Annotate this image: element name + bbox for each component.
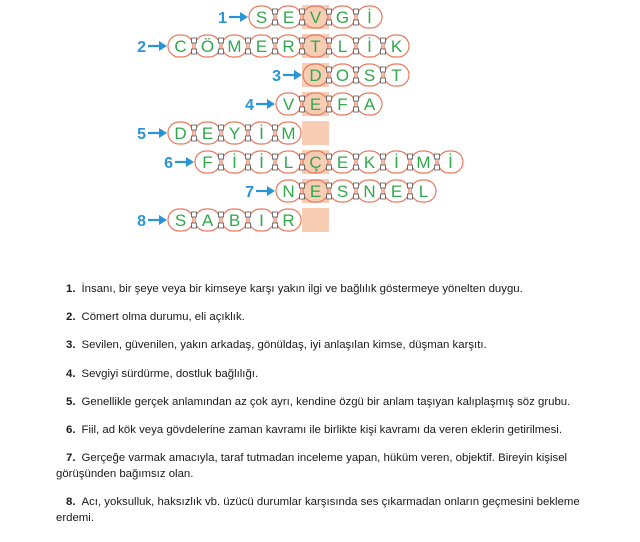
connector [273,125,278,130]
connector [381,154,386,159]
connector [408,194,413,199]
connector [435,154,440,159]
connector [327,78,332,83]
row-number: 6 [164,155,173,172]
clue-1: 1. İnsanı, bir şeye veya bir kimseye karşı yakın ilgi ve bağlılık göstermeye yönelten duygu. [66,283,523,295]
connector [300,154,305,159]
clue-list [56,281,604,539]
cell-letter: İ [367,37,372,56]
cell-letter: N [363,182,376,201]
cell-letter: Y [228,124,241,143]
connector [273,154,278,159]
puzzle-row-2 [137,34,409,58]
right-arrow-icon [148,41,167,51]
connector [219,212,224,217]
right-arrow-icon [148,128,167,138]
connector [246,136,251,141]
cell-letter: M [281,124,296,143]
cell-letter: İ [448,153,453,172]
connector [219,125,224,130]
right-arrow-icon [256,99,275,109]
row-number: 1 [218,10,227,27]
cell-letter: E [309,95,322,114]
connector [381,49,386,54]
connector [246,125,251,130]
connector [219,49,224,54]
connector [192,212,197,217]
row-number: 8 [137,213,146,230]
connector [354,9,359,14]
puzzle-row-1 [218,5,382,29]
cell-letter: E [201,124,214,143]
connector [273,136,278,141]
connector [300,183,305,188]
connector [192,125,197,130]
cell-letter: T [310,37,321,56]
cell-letter: Ö [200,37,215,56]
connector [219,223,224,228]
connector [354,49,359,54]
clue-8: 8. Acı, yoksulluk, haksızlık vb. üzücü durumlar karşısında ses çıkarmadan onların geçmesini bekleme erdemi. [56,496,580,525]
connector [300,165,305,170]
connector [327,9,332,14]
cell-letter: F [202,153,213,172]
crossword-puzzle [0,0,640,235]
connector [327,107,332,112]
cell-letter: A [201,211,214,230]
connector [327,38,332,43]
connector [381,183,386,188]
cell-letter: M [227,37,242,56]
connector [246,154,251,159]
cell-letter: D [309,66,322,85]
connector [354,78,359,83]
right-arrow-icon [229,12,248,22]
cell-letter: T [391,66,402,85]
connector [354,107,359,112]
connector [327,20,332,25]
connector [192,38,197,43]
cell-letter: İ [394,153,399,172]
connector [219,136,224,141]
connector [381,38,386,43]
connector [300,107,305,112]
cell-letter: E [255,37,268,56]
connector [327,165,332,170]
puzzle-row-6 [164,150,463,174]
cell-letter: Ç [309,153,322,172]
right-arrow-icon [175,157,194,167]
puzzle-row-8 [137,208,329,232]
cell-letter: E [390,182,403,201]
puzzle-row-5 [137,121,329,145]
puzzle-row-3 [272,63,409,87]
cell-letter: E [309,182,322,201]
cell-letter: G [335,8,350,27]
cell-letter: S [174,211,187,230]
cell-letter: F [337,95,348,114]
connector [273,9,278,14]
cell-letter: N [282,182,295,201]
cell-letter: K [390,37,403,56]
cell-letter: L [418,182,429,201]
key-cell-highlight [302,208,329,232]
cell-letter: İ [232,153,237,172]
connector [192,136,197,141]
connector [300,38,305,43]
connector [381,194,386,199]
cell-letter: D [174,124,187,143]
connector [246,212,251,217]
cell-letter: İ [259,124,264,143]
cell-letter: İ [259,153,264,172]
cell-letter: M [416,153,431,172]
cell-letter: K [363,153,376,172]
connector [273,223,278,228]
connector [300,194,305,199]
connector [246,223,251,228]
connector [354,183,359,188]
cell-letter: B [228,211,241,230]
right-arrow-icon [256,186,275,196]
clue-7: 7. Gerçeğe varmak amacıyla, taraf tutmadan inceleme yapan, hüküm veren, objektif. Bireyin kişisel görüşünden bağımsız olan. [56,452,568,481]
connector [435,165,440,170]
row-number: 3 [272,68,281,85]
connector [300,96,305,101]
connector [354,154,359,159]
connector [354,20,359,25]
connector [219,165,224,170]
connector [327,96,332,101]
connector [273,165,278,170]
puzzle-row-4 [245,92,382,116]
cell-letter: L [283,153,294,172]
connector [273,212,278,217]
connector [408,154,413,159]
row-number: 7 [245,184,254,201]
connector [327,183,332,188]
cell-letter: O [335,66,350,85]
cell-letter: C [174,37,187,56]
right-arrow-icon [283,70,302,80]
connector [192,49,197,54]
cell-letter: E [282,8,295,27]
right-arrow-icon [148,215,167,225]
connector [300,20,305,25]
key-cell-highlight [302,121,329,145]
cell-letter: A [363,95,376,114]
connector [327,154,332,159]
connector [273,49,278,54]
connector [327,194,332,199]
connector [273,20,278,25]
cell-letter: İ [367,8,372,27]
cell-letter: V [282,95,295,114]
connector [327,67,332,72]
connector [381,67,386,72]
cell-letter: S [255,8,268,27]
cell-letter: E [336,153,349,172]
connector [192,223,197,228]
connector [300,49,305,54]
clue-5: 5. Genellikle gerçek anlamından az çok ayrı, kendine özgü bir anlam taşıyan kalıplaşmış söz grubu. [66,395,571,408]
connector [408,183,413,188]
connector [354,165,359,170]
cell-letter: R [282,37,295,56]
connector [327,49,332,54]
connector [381,165,386,170]
connector [219,154,224,159]
connector [219,38,224,43]
connector [408,165,413,170]
clue-6: 6. Fiil, ad kök veya gövdelerine zaman kavramı ile birlikte kişi kavramı da veren eklerin getirilmesi. [66,423,562,436]
cell-letter: S [363,66,376,85]
row-number: 4 [245,97,254,114]
connector [354,38,359,43]
cell-letter: I [259,211,264,230]
connector [273,38,278,43]
clue-2: 2. Cömert olma durumu, eli açıklık. [66,311,245,324]
connector [354,67,359,72]
connector [354,96,359,101]
clue-3: 3. Sevilen, güvenilen, yakın arkadaş, gönüldaş, iyi anlaşılan kimse, düşman karşıtı. [66,339,487,352]
row-number: 5 [137,126,146,143]
connector [354,194,359,199]
clue-4: 4. Sevgiyi sürdürme, dostluk bağlılığı. [66,367,259,380]
connector [381,78,386,83]
connector [246,49,251,54]
cell-letter: V [309,8,322,27]
cell-letter: R [282,211,295,230]
connector [246,38,251,43]
row-number: 2 [137,39,146,56]
puzzle-row-7 [245,179,436,203]
connector [246,165,251,170]
cell-letter: S [336,182,349,201]
connector [300,9,305,14]
cell-letter: L [337,37,348,56]
